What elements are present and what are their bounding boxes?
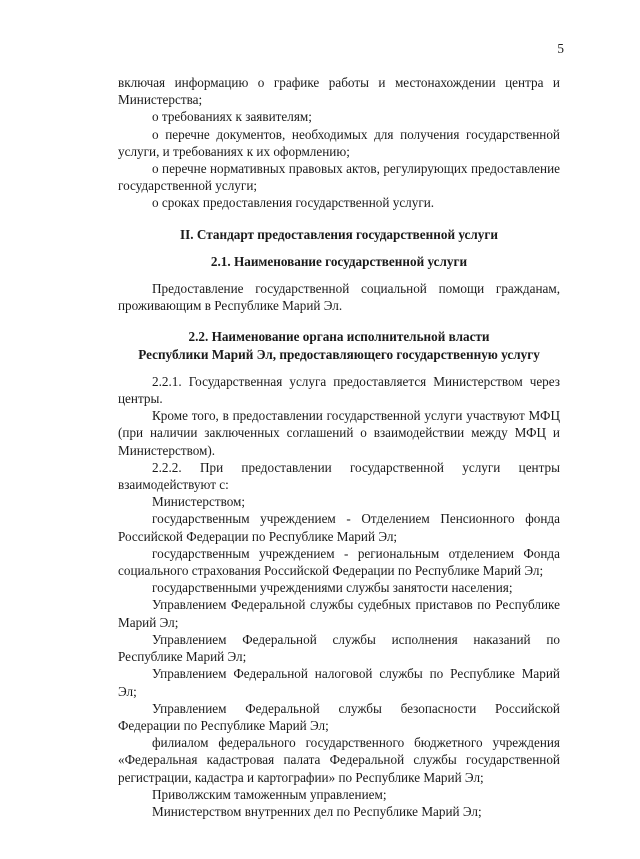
paragraph: Управлением Федеральной службы безопасности Российской Федерации по Республике Марий Эл; xyxy=(118,700,560,733)
paragraph: 2.2.2. При предоставлении государственной услуги центры взаимодействуют с: xyxy=(118,459,560,493)
page-content xyxy=(118,74,560,820)
paragraph: Управлением Федеральной налоговой службы по Республике Марий Эл; xyxy=(118,666,560,699)
subsection-title: Республики Марий Эл, предоставляющего государственную услугу xyxy=(138,346,540,362)
paragraph: государственным учреждением - региональным отделением Фонда социального страхования Российской Федерации по Республике Марий Эл; xyxy=(118,545,560,579)
paragraph: о требованиях к заявителям; xyxy=(152,109,312,125)
paragraph: Приволжским таможенным управлением; xyxy=(152,786,387,802)
paragraph: Кроме того, в предоставлении государственной услуги участвуют МФЦ (при наличии заключенных соглашений о взаимодействии между МФЦ и Министерством). xyxy=(118,408,560,458)
paragraph: 2.2.1. Государственная услуга предоставляется Министерством через центры. xyxy=(118,373,560,407)
paragraph: филиалом федерального государственного бюджетного учреждения «Федеральная кадастровая палата Федеральной службы государственной регистрации, кадастра и картографии» по Республике Марий Эл; xyxy=(118,735,560,785)
paragraph: государственным учреждением - Отделением Пенсионного фонда Российской Федерации по Республике Марий Эл; xyxy=(118,511,560,544)
paragraph: о перечне нормативных правовых актов, регулирующих предоставление государственной услуги; xyxy=(118,161,560,194)
paragraph: о перечне документов, необходимых для получения государственной услуги, и требованиях к их оформлению; xyxy=(118,126,560,159)
page-number: 5 xyxy=(557,41,564,56)
section-title: II. Стандарт предоставления государственной услуги xyxy=(180,226,498,242)
paragraph: о сроках предоставления государственной услуги. xyxy=(152,195,435,211)
paragraph: Министерством внутренних дел по Республике Марий Эл; xyxy=(152,803,482,819)
paragraph: Министерством; xyxy=(152,494,246,510)
paragraph: Управлением Федеральной службы исполнения наказаний по Республике Марий Эл; xyxy=(118,631,560,665)
subsection-title: 2.1. Наименование государственной услуги xyxy=(210,253,468,269)
paragraph: включая информацию о графике работы и местонахождении центра и Министерства; xyxy=(118,75,560,108)
paragraph: Управлением Федеральной службы судебных приставов по Республике Марий Эл; xyxy=(118,597,560,630)
paragraph: Предоставление государственной социальной помощи гражданам, проживающим в Республике Марий Эл. xyxy=(118,281,560,314)
paragraph: государственными учреждениями службы занятости населения; xyxy=(152,580,513,596)
subsection-title: 2.2. Наименование органа исполнительной власти xyxy=(188,329,490,345)
